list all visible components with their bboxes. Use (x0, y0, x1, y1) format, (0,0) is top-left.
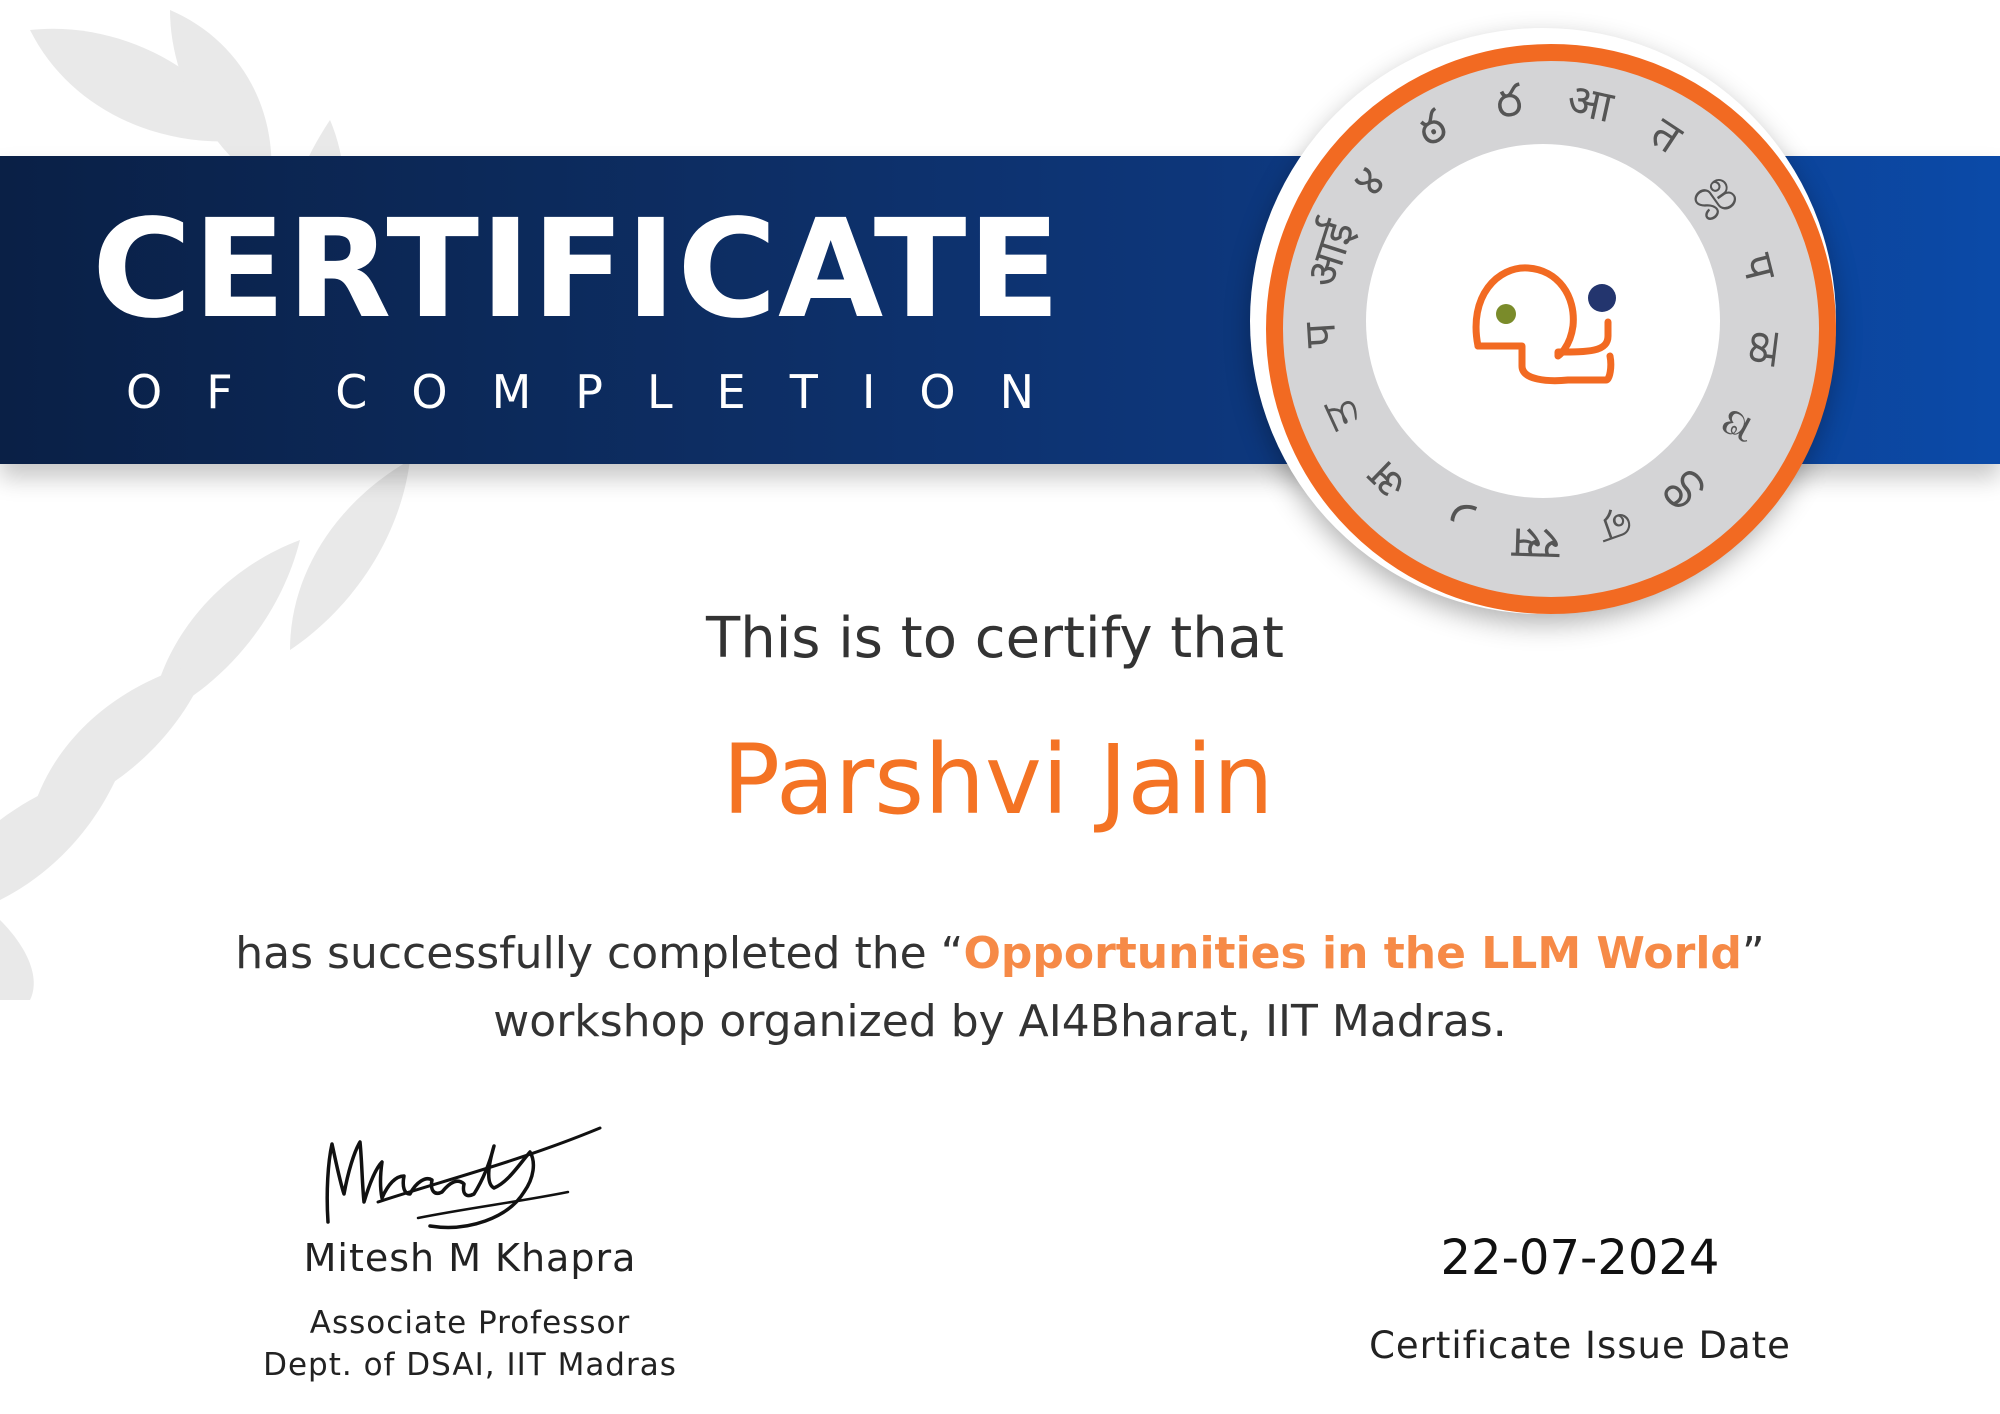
issue-date: 22-07-2024 (1440, 1230, 1720, 1286)
certificate-subtitle: OF COMPLETION (126, 365, 1079, 419)
seal-glyph: अ (1358, 450, 1418, 511)
seal-glyph: ಡ (1709, 401, 1769, 451)
seal-glyph: ర (1492, 73, 1526, 129)
seal-glyph: ஏ (1592, 501, 1642, 561)
seal-glyph: प (1730, 248, 1787, 286)
issue-date-label: Certificate Issue Date (1369, 1324, 1791, 1367)
signatory-department: Dept. of DSAI, IIT Madras (263, 1347, 677, 1383)
seal-glyph: ஜ (1693, 162, 1757, 223)
ai4bharat-seal (1250, 28, 1836, 614)
seal-glyph: ४ (1342, 156, 1397, 207)
signatory-role: Associate Professor (309, 1305, 631, 1341)
recipient-name: Parshvi Jain (722, 724, 1274, 836)
laurel-decoration (0, 0, 520, 1000)
seal-glyph: ఠ (1407, 99, 1456, 157)
seal-glyph: आई (1296, 214, 1366, 293)
description-line-1 (0, 920, 2000, 988)
description-prefix: has successfully completed the “ (235, 928, 964, 979)
description-line-2: workshop organized by AI4Bharat, IIT Madras. (493, 996, 1507, 1047)
seal-glyph: ശ (1654, 456, 1722, 524)
seal-glyph: ळ (1736, 328, 1792, 369)
description-suffix: ” (1741, 928, 1765, 979)
workshop-name: Opportunities in the LLM World (963, 928, 1742, 979)
signature-image (318, 1122, 608, 1238)
seal-glyph: आ (1563, 73, 1619, 134)
signatory-name: Mitesh M Khapra (303, 1236, 637, 1280)
seal-glyph: रस (1511, 517, 1561, 570)
seal-glyph: ਤ (1311, 390, 1370, 438)
certificate-title: CERTIFICATE (92, 191, 1062, 349)
elephant-logo-icon (1458, 256, 1628, 406)
seal-glyph: ر (1436, 498, 1476, 554)
seal-glyph: त (1641, 107, 1691, 164)
certify-statement: This is to certify that (706, 606, 1284, 671)
completion-description (0, 920, 2000, 1056)
seal-glyph: प (1294, 320, 1348, 349)
